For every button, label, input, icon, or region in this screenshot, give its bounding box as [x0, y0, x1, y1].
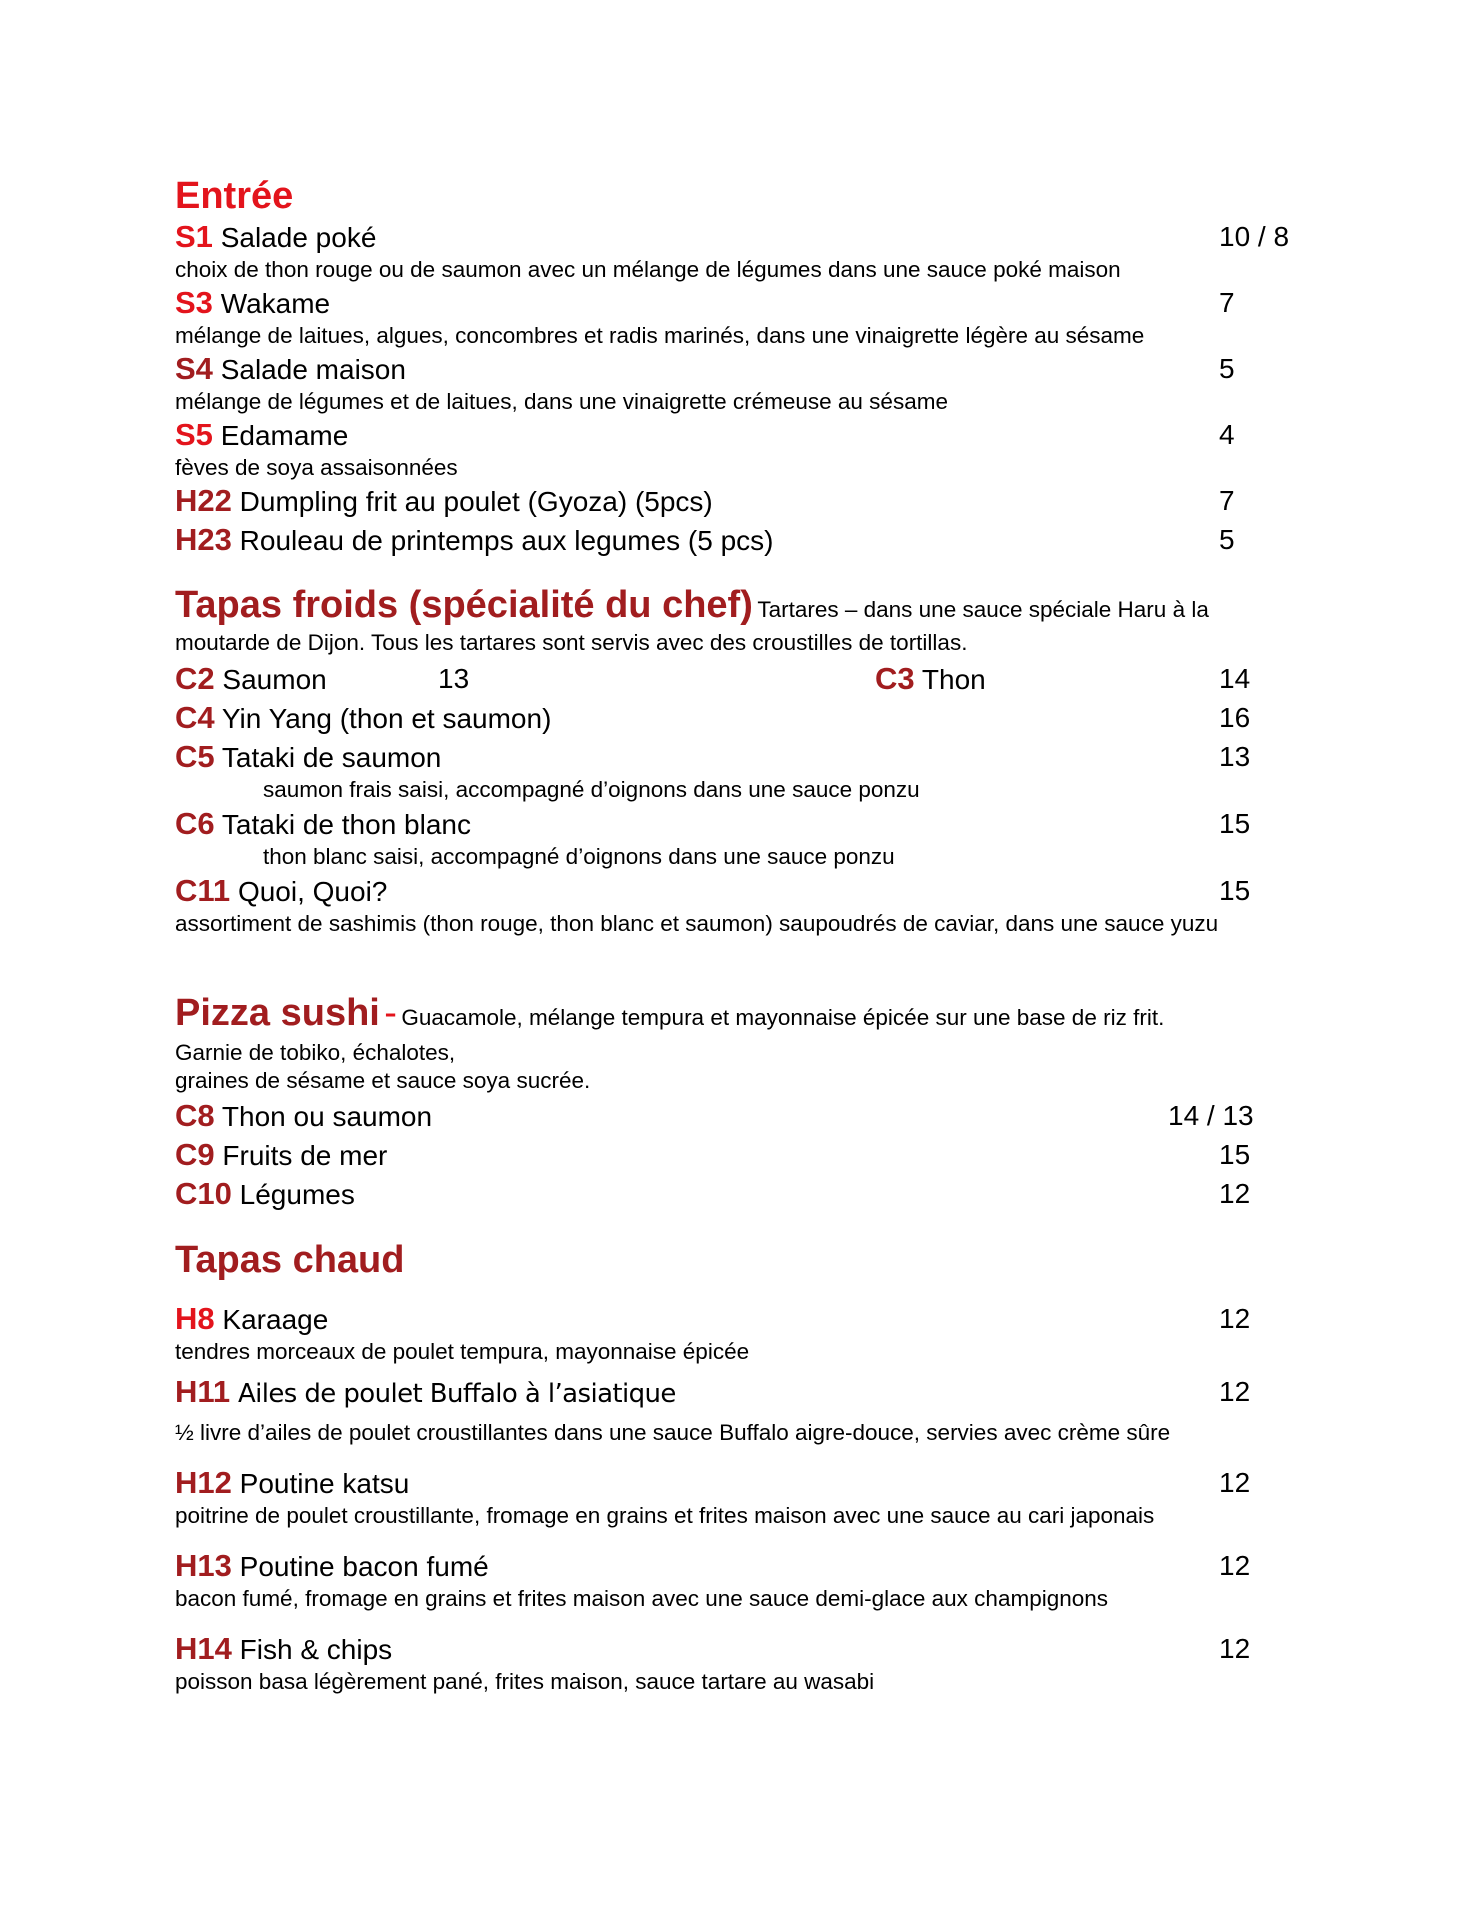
item-name: Poutine bacon fumé — [239, 1551, 489, 1582]
item-description: mélange de laitues, algues, concombres et radis marinés, dans une vinaigrette légère au sésame — [175, 323, 1145, 348]
menu-item-c5 — [175, 737, 1325, 776]
item-code: H22 — [175, 483, 232, 518]
item-name: Rouleau de printemps aux legumes (5 pcs) — [239, 525, 774, 556]
item-description: mélange de légumes et de laitues, dans une vinaigrette crémeuse au sésame — [175, 389, 948, 414]
item-code: S5 — [175, 417, 213, 452]
title-dash: - — [384, 992, 397, 1034]
item-name: Tataki de thon blanc — [221, 809, 471, 840]
item-name: Salade poké — [220, 222, 377, 253]
item-code: H12 — [175, 1465, 232, 1500]
menu-item-c8 — [175, 1096, 1325, 1135]
item-price: 5 — [1219, 524, 1235, 555]
menu-item-s4 — [175, 349, 1325, 388]
section-intro-continued: graines de sésame et sauce soya sucrée. — [175, 1068, 591, 1093]
section-title-entree: Entrée — [175, 175, 294, 217]
item-price: 15 — [1219, 875, 1251, 906]
section-intro: Tartares – dans une sauce spéciale Haru à la — [757, 597, 1209, 622]
item-code: C3 — [875, 661, 915, 696]
item-price: 12 — [1219, 1376, 1251, 1407]
menu-item-h8 — [175, 1299, 1325, 1338]
menu-item-h11 — [175, 1372, 1325, 1411]
section-intro: Guacamole, mélange tempura et mayonnaise épicée sur une base de riz frit. — [401, 1005, 1165, 1030]
item-name: Yin Yang (thon et saumon) — [221, 703, 552, 734]
menu-item-c9 — [175, 1135, 1325, 1174]
item-code: H11 — [175, 1374, 231, 1409]
item-code: S3 — [175, 285, 213, 320]
item-price: 12 — [1219, 1550, 1251, 1581]
item-price: 12 — [1219, 1303, 1251, 1334]
item-name: Ailes de poulet Buffalo à l’asiatique — [237, 1379, 676, 1409]
item-description: assortiment de sashimis (thon rouge, thon blanc et saumon) saupoudrés de caviar, dans une sauce yuzu — [175, 911, 1219, 936]
item-name: Fruits de mer — [222, 1140, 388, 1171]
item-code: C11 — [175, 873, 231, 908]
item-price: 12 — [1219, 1467, 1251, 1498]
item-description: poisson basa légèrement pané, frites maison, sauce tartare au wasabi — [175, 1669, 875, 1694]
item-price: 15 — [1219, 1139, 1251, 1170]
item-price: 12 — [1219, 1633, 1251, 1664]
menu-item-h14 — [175, 1629, 1325, 1668]
item-name: Wakame — [220, 288, 331, 319]
item-code: H8 — [175, 1301, 215, 1336]
item-price: 13 — [1219, 741, 1251, 772]
item-name: Salade maison — [220, 354, 406, 385]
item-price: 16 — [1219, 702, 1251, 733]
menu-item-c4 — [175, 698, 1325, 737]
item-description: tendres morceaux de poulet tempura, mayonnaise épicée — [175, 1339, 750, 1364]
item-name: Saumon — [222, 664, 327, 695]
item-name: Légumes — [239, 1179, 355, 1210]
item-price: 7 — [1219, 287, 1235, 318]
item-code: S4 — [175, 351, 213, 386]
item-price: 14 / 13 — [1168, 1100, 1254, 1131]
menu-item-s3 — [175, 283, 1325, 322]
item-description: bacon fumé, fromage en grains et frites maison avec une sauce demi-glace aux champignons — [175, 1586, 1109, 1611]
item-price: 10 / 8 — [1219, 221, 1290, 252]
menu-row-c2-c3 — [175, 659, 1325, 698]
item-code: C10 — [175, 1176, 232, 1211]
section-header-tapas-froids — [175, 582, 1325, 636]
item-code: C6 — [175, 806, 215, 841]
item-name: Fish & chips — [239, 1634, 393, 1665]
item-code: C5 — [175, 739, 215, 774]
section-intro-continued: moutarde de Dijon. Tous les tartares sont servis avec des croustilles de tortillas. — [175, 630, 968, 655]
item-name: Quoi, Quoi? — [237, 876, 388, 907]
item-name: Poutine katsu — [239, 1468, 410, 1499]
menu-item-c10 — [175, 1174, 1325, 1213]
menu-item-s5 — [175, 415, 1325, 454]
menu-item-c6 — [175, 804, 1325, 843]
item-name: Karaage — [222, 1304, 329, 1335]
menu-item-h13 — [175, 1546, 1325, 1585]
item-price: 13 — [438, 663, 470, 694]
item-name: Tataki de saumon — [221, 742, 442, 773]
item-code: C8 — [175, 1098, 215, 1133]
item-price: 14 — [1219, 663, 1251, 694]
item-code: C9 — [175, 1137, 215, 1172]
section-title-pizza-sushi: Pizza sushi — [175, 992, 380, 1034]
item-description: choix de thon rouge ou de saumon avec un mélange de légumes dans une sauce poké maison — [175, 257, 1121, 282]
item-code: H23 — [175, 522, 232, 557]
item-name: Edamame — [220, 420, 349, 451]
menu-item-s1 — [175, 217, 1325, 256]
item-description: ½ livre d’ailes de poulet croustillantes dans une sauce Buffalo aigre-douce, servies avec crème sûre — [175, 1420, 1171, 1445]
menu-item-h12 — [175, 1463, 1325, 1502]
item-name: Thon ou saumon — [221, 1101, 433, 1132]
item-price: 7 — [1219, 485, 1235, 516]
item-name: Thon — [921, 664, 986, 695]
menu-content — [175, 173, 1325, 1696]
item-code: S1 — [175, 219, 213, 254]
menu-item-c11 — [175, 871, 1325, 910]
section-header-pizza-sushi — [175, 990, 1325, 1044]
item-price: 4 — [1219, 419, 1235, 450]
item-code: H13 — [175, 1548, 232, 1583]
item-code: C2 — [175, 661, 215, 696]
item-price: 12 — [1219, 1178, 1251, 1209]
item-description: fèves de soya assaisonnées — [175, 455, 458, 480]
item-description: saumon frais saisi, accompagné d’oignons dans une sauce ponzu — [263, 777, 920, 802]
item-description: thon blanc saisi, accompagné d’oignons dans une sauce ponzu — [263, 844, 895, 869]
item-code: H14 — [175, 1631, 232, 1666]
item-description: poitrine de poulet croustillante, fromage en grains et frites maison avec une sauce au cari japonais — [175, 1503, 1155, 1528]
section-title-tapas-chaud: Tapas chaud — [175, 1239, 405, 1281]
item-name: Dumpling frit au poulet (Gyoza) (5pcs) — [239, 486, 713, 517]
menu-item-h22 — [175, 481, 1325, 520]
item-price: 5 — [1219, 353, 1235, 384]
section-title-tapas-froids: Tapas froids (spécialité du chef) — [175, 584, 753, 626]
item-price: 15 — [1219, 808, 1251, 839]
item-code: C4 — [175, 700, 215, 735]
section-intro-continued: Garnie de tobiko, échalotes, — [175, 1040, 456, 1065]
menu-item-h23 — [175, 520, 1325, 559]
